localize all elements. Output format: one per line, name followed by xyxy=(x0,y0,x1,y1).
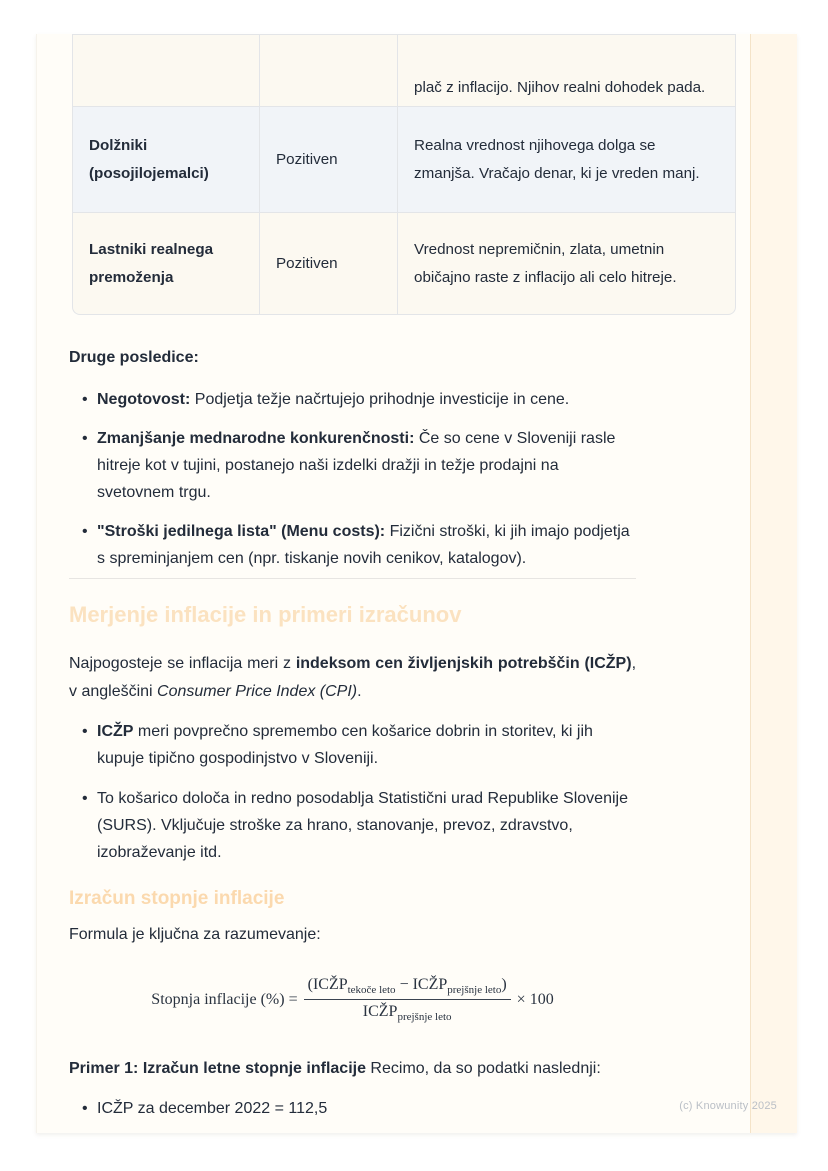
list-item-text: Fizični stroški, ki jih imajo podjetja s spreminjanjem cen (npr. tiskanje novih cenikov, katalogov). xyxy=(97,523,630,567)
list-item-text: Podjetja težje načrtujejo prihodnje investicije in cene. xyxy=(190,391,570,408)
example-paragraph xyxy=(69,1055,636,1082)
table-row xyxy=(72,34,736,106)
list-item-text: ICŽP za december 2022 = 112,5 xyxy=(97,1100,328,1117)
formula-fraction xyxy=(304,976,511,1023)
intro-text: . xyxy=(357,683,362,700)
measuring-section-heading: Merjenje inflacije in primeri izračunov xyxy=(69,602,462,627)
formula-subscript: prejšnje leto xyxy=(447,984,502,996)
table-row xyxy=(72,212,736,315)
list-item xyxy=(69,785,636,866)
knowunity-watermark: (c) Knowunity 2025 xyxy=(679,1100,777,1112)
group-cell xyxy=(72,34,259,106)
formula-subscript: prejšnje leto xyxy=(397,1011,452,1023)
description-cell: plač z inflacijo. Njihov realni dohodek pada. xyxy=(397,34,736,106)
inflation-effects-table xyxy=(72,34,736,315)
example-data-list xyxy=(69,1095,636,1134)
list-item-bold: ICŽP xyxy=(97,723,134,740)
list-item-bold: Zmanjšanje mednarodne konkurenčnosti: xyxy=(97,430,415,447)
example-bold: Primer 1: Izračun letne stopnje inflacije xyxy=(69,1060,366,1077)
intro-text: , v angleščini xyxy=(69,655,637,700)
intro-text: Najpogosteje se inflacija meri z xyxy=(69,655,296,672)
formula-term: − ICŽP xyxy=(395,976,448,993)
list-item-text: Če so cene v Sloveniji rasle hitreje kot v tujini, postanejo naši izdelki dražji in težje prodajni na svetovnem trgu. xyxy=(97,430,616,501)
formula-lhs: Stopnja inflacije (%) = xyxy=(151,990,298,1008)
formula-rhs: × 100 xyxy=(516,990,554,1008)
calculation-section-heading: Izračun stopnje inflacije xyxy=(69,888,285,909)
intro-bold: indeksom cen življenjskih potrebščin (ICŽP) xyxy=(295,655,632,672)
group-cell: Lastniki realnega premoženja xyxy=(72,212,259,315)
consequences-heading: Druge posledice: xyxy=(69,349,199,366)
measuring-intro-paragraph xyxy=(69,650,636,706)
list-item-bold: "Stroški jedilnega lista" (Menu costs): xyxy=(97,523,386,540)
formula-term: ) xyxy=(501,976,507,993)
formula-subscript: tekoče leto xyxy=(347,984,396,996)
effect-cell: Pozitiven xyxy=(259,212,397,315)
formula-lead: Formula je ključna za razumevanje: xyxy=(69,926,321,943)
table-row xyxy=(72,106,736,212)
list-item-text: meri povprečno spremembo cen košarice dobrin in storitev, ki jih kupuje tipično gospodinjstvo v Sloveniji. xyxy=(97,723,593,767)
effect-cell xyxy=(259,34,397,106)
effect-cell: Pozitiven xyxy=(259,106,397,212)
intro-italic: Consumer Price Index (CPI) xyxy=(157,683,358,700)
page-accent-strip xyxy=(750,34,797,1133)
formula-term: ICŽP xyxy=(362,1003,398,1020)
list-item-bold: Negotovost: xyxy=(97,391,191,408)
measuring-list xyxy=(69,718,636,878)
list-item-text: To košarico določa in redno posodablja Statistični urad Republike Slovenije (SURS). Vključuje stroške za hrano, stanovanje, prevoz, zdravstvo, izobraževanje itd. xyxy=(97,790,628,861)
formula-denominator xyxy=(304,1000,511,1023)
description-cell: Realna vrednost njihovega dolga se zmanjša. Vračajo denar, ki je vreden manj. xyxy=(397,106,736,212)
description-cell: Vrednost nepremičnin, zlata, umetnin običajno raste z inflacijo ali celo hitreje. xyxy=(397,212,736,315)
inflation-rate-formula xyxy=(69,976,636,1023)
document-page xyxy=(36,34,797,1133)
list-item xyxy=(69,425,636,506)
section-divider xyxy=(69,578,636,579)
group-cell: Dolžniki (posojilojemalci) xyxy=(72,106,259,212)
list-item xyxy=(69,718,636,772)
example-text: Recimo, da so podatki naslednji: xyxy=(365,1060,601,1077)
list-item xyxy=(69,386,636,413)
list-item xyxy=(69,1095,636,1122)
list-item xyxy=(69,518,636,572)
formula-term: (ICŽP xyxy=(307,976,348,993)
formula-numerator xyxy=(304,976,511,1000)
consequences-list xyxy=(69,386,636,584)
